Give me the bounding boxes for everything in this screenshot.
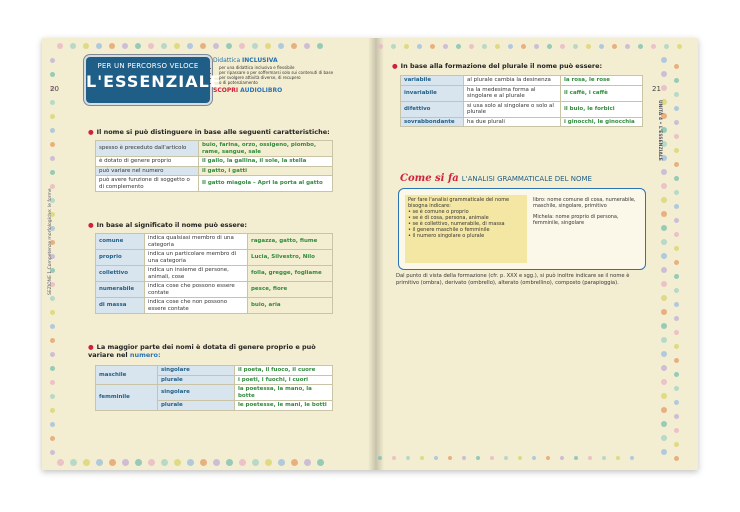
decorative-dot: [476, 456, 480, 460]
decorative-dot: [83, 459, 90, 466]
decorative-dot: [674, 428, 679, 433]
table-row: plurale le poetesse, le mani, le botti: [96, 401, 333, 411]
decorative-dot: [57, 459, 64, 466]
decorative-dot: [638, 44, 643, 49]
table-row: proprio indica un particolare membro di una categoria Lucia, Silvestro, Nilo: [96, 250, 333, 266]
decorative-dot: [482, 44, 487, 49]
decorative-dot: [661, 253, 667, 259]
analisi-examples: [533, 197, 639, 226]
didattica-title: Didattica INCLUSIVA: [213, 57, 278, 64]
decorative-dot: [674, 330, 679, 335]
section-side-label: SEZIONE 1 Competenze morfologiche: le forme: [48, 188, 53, 295]
decorative-dot: [174, 43, 180, 49]
decorative-dot: [495, 44, 500, 49]
decorative-dot: [674, 386, 679, 391]
table-row: può variare nel numero il gatto, i gatti: [96, 166, 333, 176]
list-item: • per ripassare o per soffermarsi solo sui contenuti di base: [219, 70, 363, 75]
decorative-dot: [96, 459, 103, 466]
decorative-dot: [252, 459, 259, 466]
example-michela: Michela: nome proprio di persona, femminile, singolare: [533, 214, 619, 226]
decorative-dot: [661, 323, 667, 329]
decorative-dot: [661, 281, 667, 287]
decorative-dot: [448, 456, 452, 460]
list-item: • per svolgere attività diverse, di recupero: [219, 75, 363, 80]
page-number-left: 20: [50, 85, 59, 93]
decorative-dot: [50, 324, 55, 329]
decorative-dot: [518, 456, 522, 460]
come-si-fa-label: Come si fa: [400, 173, 459, 184]
decorative-dot: [616, 456, 620, 460]
decorative-dot: [674, 148, 679, 153]
decorative-dot: [674, 204, 679, 209]
decorative-dot: [135, 43, 141, 49]
decorative-dot: [70, 43, 76, 49]
decorative-dot: [677, 44, 682, 49]
decorative-dot: [573, 44, 578, 49]
decorative-dot: [50, 296, 55, 301]
decorative-dot: [661, 337, 667, 343]
table-significato: [95, 233, 333, 314]
decorative-dot: [532, 456, 536, 460]
decorative-dot: [661, 351, 667, 357]
decorative-dot: [50, 338, 55, 343]
decorative-dot: [50, 72, 55, 77]
decorative-dot: [661, 407, 667, 413]
decorative-dot: [674, 134, 679, 139]
decorative-dot: [560, 44, 565, 49]
decorative-dot: [674, 176, 679, 181]
table-row: può avere funzione di soggetto o di complemento Il gatto miagola – Apri la porta al gatto: [96, 176, 333, 192]
decorative-dot: [434, 456, 438, 460]
decorative-dot: [392, 456, 396, 460]
decorative-dot: [200, 459, 207, 466]
decorative-dot: [547, 44, 552, 49]
essenziale-banner: [84, 55, 222, 105]
decorative-dot: [674, 218, 679, 223]
decorative-dot: [674, 358, 679, 363]
decorative-dot: [674, 64, 679, 69]
decorative-dot: [534, 44, 539, 49]
table-row: sovrabbondante ha due plurali i ginocchi, le ginocchia: [401, 117, 643, 127]
decorative-dot: [122, 43, 128, 49]
table-row: difettivo si usa solo al singolare o solo al plurale il buio, le forbici: [401, 101, 643, 117]
audiolibro-label: AUDIOLIBRO: [240, 87, 283, 94]
decorative-dot: [456, 44, 461, 49]
decorative-dot: [378, 456, 382, 460]
decorative-dot: [674, 344, 679, 349]
decorative-dot: [122, 459, 129, 466]
intro-caratteristiche: ● Il nome si può distinguere in base alle seguenti caratteristiche:: [88, 128, 330, 136]
decorative-dot: [674, 274, 679, 279]
decorative-dot: [304, 459, 311, 466]
decorative-dot: [239, 43, 245, 49]
decorative-dot: [462, 456, 466, 460]
decorative-dot: [674, 372, 679, 377]
decorative-dot: [96, 43, 102, 49]
decorative-dot: [661, 309, 667, 315]
decorative-dot: [674, 78, 679, 83]
decorative-dot: [661, 435, 667, 441]
decorative-dot: [278, 459, 285, 466]
decorative-dot: [674, 190, 679, 195]
decorative-dot: [443, 44, 448, 49]
decorative-dot: [661, 239, 667, 245]
decorative-dot: [661, 85, 667, 91]
table-row: variabile al plurale cambia la desinenza la rosa, le rose: [401, 76, 643, 86]
decorative-dot: [612, 44, 617, 49]
decorative-dot: [430, 44, 435, 49]
intro-genere-numero: ● La maggior parte dei nomi è dotata di genere proprio e può variare nel numero:: [88, 343, 316, 359]
decorative-dot: [50, 310, 55, 315]
book-spine: [368, 38, 384, 470]
decorative-dot: [664, 44, 669, 49]
decorative-dot: [661, 169, 667, 175]
decorative-dot: [661, 183, 667, 189]
decorative-dot: [406, 456, 410, 460]
bullet-icon: ●: [88, 343, 94, 351]
analisi-instructions: Per fare l'analisi grammaticale del nome bisogna indicare: • se è comune o proprio • se è di cosa, persona, animale • se è collettivo, numerabile, di massa • il genere maschile o femminile • il numero singolare o plurale: [405, 195, 527, 263]
decorative-dot: [661, 211, 667, 217]
decorative-dot: [57, 43, 63, 49]
table-row: è dotato di genere proprio il gallo, la gallina, il sole, la stella: [96, 157, 333, 167]
bullet-icon: ●: [88, 128, 94, 136]
decorative-dot: [630, 456, 634, 460]
unit-side-label: UNITÀ 4 • L'ESSENZIALE: [657, 100, 662, 161]
table-row: comune indica qualsiasi membro di una categoria ragazza, gatto, fiume: [96, 234, 333, 250]
decorative-dot: [599, 44, 604, 49]
decorative-dot: [50, 394, 55, 399]
decorative-dot: [586, 44, 591, 49]
decorative-dot: [135, 459, 142, 466]
decorative-dot: [674, 232, 679, 237]
scopri-label: SCOPRI: [213, 87, 239, 94]
decorative-dot: [50, 58, 55, 63]
bullet-icon: ●: [392, 62, 398, 70]
decorative-dot: [560, 456, 564, 460]
decorative-dot: [161, 43, 167, 49]
table-row: maschile singolare il poeta, il fuoco, il cuore: [96, 366, 333, 376]
table-row: plurale i poeti, i fuochi, i cuori: [96, 375, 333, 385]
didattica-list: [213, 65, 363, 85]
decorative-dot: [674, 260, 679, 265]
decorative-dot: [213, 43, 219, 49]
decorative-dot: [161, 459, 168, 466]
decorative-dot: [661, 379, 667, 385]
decorative-dot: [83, 43, 89, 49]
decorative-dot: [50, 408, 55, 413]
decorative-dot: [661, 393, 667, 399]
decorative-dot: [239, 459, 246, 466]
intro-significato: ● In base al significato il nome può essere:: [88, 221, 247, 229]
decorative-dot: [674, 400, 679, 405]
decorative-dot: [187, 459, 194, 466]
decorative-dot: [588, 456, 592, 460]
come-si-fa-title: L'ANALISI GRAMMATICALE DEL NOME: [461, 175, 592, 183]
decorative-dot: [661, 365, 667, 371]
table-row: collettivo indica un insieme di persone, animali, cose folla, gregge, fogliame: [96, 266, 333, 282]
decorative-dot: [278, 43, 284, 49]
table-caratteristiche: [95, 140, 333, 192]
decorative-dot: [404, 44, 409, 49]
decorative-dot: [317, 43, 323, 49]
decorative-dot: [661, 267, 667, 273]
table-row: di massa indica cose che non possono essere contate buio, aria: [96, 298, 333, 314]
bullet-icon: ●: [88, 221, 94, 229]
decorative-dot: [291, 43, 297, 49]
banner-title: L'ESSENZIALE: [86, 72, 222, 91]
decorative-dot: [378, 44, 383, 49]
decorative-dot: [50, 422, 55, 427]
decorative-dot: [226, 43, 232, 49]
decorative-dot: [291, 459, 298, 466]
decorative-dot: [50, 380, 55, 385]
decorative-dot: [417, 44, 422, 49]
decorative-dot: [265, 43, 271, 49]
list-item: • per una didattica inclusiva e flessibile: [219, 65, 363, 70]
decorative-dot: [469, 44, 474, 49]
table-plurale: [400, 75, 643, 127]
decorative-dot: [661, 197, 667, 203]
decorative-dot: [521, 44, 526, 49]
decorative-dot: [109, 459, 116, 466]
table-row: spesso è preceduto dall'articolo buio, farina, orzo, ossigeno, piombo, rame, sangue, sale: [96, 141, 333, 157]
table-row: numerabile indica cose che possono essere contate pesce, fiore: [96, 282, 333, 298]
decorative-dot: [661, 57, 667, 63]
didattica-inclusiva: [213, 57, 363, 94]
decorative-dot: [661, 71, 667, 77]
decorative-dot: [674, 246, 679, 251]
decorative-dot: [50, 436, 55, 441]
analisi-box: [398, 188, 646, 270]
page-number-right: 21: [652, 85, 661, 93]
decorative-dot: [674, 442, 679, 447]
decorative-dot: [109, 43, 115, 49]
decorative-dot: [574, 456, 578, 460]
decorative-dot: [674, 456, 679, 461]
decorative-dot: [674, 120, 679, 125]
decorative-dot: [661, 421, 667, 427]
decorative-dot: [252, 43, 258, 49]
decorative-dot: [674, 414, 679, 419]
decorative-dot: [490, 456, 494, 460]
decorative-dot: [661, 225, 667, 231]
decorative-dot: [674, 106, 679, 111]
decorative-dot: [50, 352, 55, 357]
decorative-dot: [674, 302, 679, 307]
table-row: femminile singolare la poetessa, la mano, la botte: [96, 385, 333, 401]
decorative-dot: [420, 456, 424, 460]
decorative-dot: [508, 44, 513, 49]
example-libro: libro: nome comune di cosa, numerabile, maschile, singolare, primitivo: [533, 197, 636, 209]
decorative-dot: [304, 43, 310, 49]
list-item: • o di potenziamento: [219, 80, 363, 85]
formazione-paragraph: Dal punto di vista della formazione (cfr. p. XXX e sgg.), si può inoltre indicare se il nome è primitivo (ombra), derivato (ombrello), alterato (ombrellino), composto (parapioggia).: [396, 273, 630, 286]
decorative-dot: [674, 316, 679, 321]
intro-plurale: ● In base alla formazione del plurale il nome può essere:: [392, 62, 603, 70]
decorative-dot: [213, 459, 220, 466]
decorative-dot: [391, 44, 396, 49]
decorative-dot: [50, 366, 55, 371]
decorative-dot: [602, 456, 606, 460]
decorative-dot: [50, 450, 55, 455]
decorative-dot: [70, 459, 77, 466]
decorative-dot: [625, 44, 630, 49]
decorative-dot: [674, 162, 679, 167]
table-row: invariabile ha la medesima forma al singolare e al plurale il caffè, i caffè: [401, 85, 643, 101]
decorative-dot: [187, 43, 193, 49]
decorative-dot: [148, 43, 154, 49]
decorative-dot: [674, 288, 679, 293]
come-si-fa-heading: [400, 173, 592, 184]
banner-subtitle: PER UN PERCORSO VELOCE: [97, 62, 199, 70]
table-genere-numero: [95, 365, 333, 411]
decorative-dot: [200, 43, 206, 49]
decorative-dot: [504, 456, 508, 460]
decorative-dot: [546, 456, 550, 460]
decorative-dot: [265, 459, 272, 466]
decorative-dot: [674, 92, 679, 97]
decorative-dot: [317, 459, 324, 466]
decorative-dot: [661, 295, 667, 301]
decorative-dot: [226, 459, 233, 466]
decorative-dot: [651, 44, 656, 49]
scopri-row: [213, 87, 363, 94]
decorative-dot: [148, 459, 155, 466]
decorative-dot: [661, 449, 667, 455]
decorative-dot: [174, 459, 181, 466]
